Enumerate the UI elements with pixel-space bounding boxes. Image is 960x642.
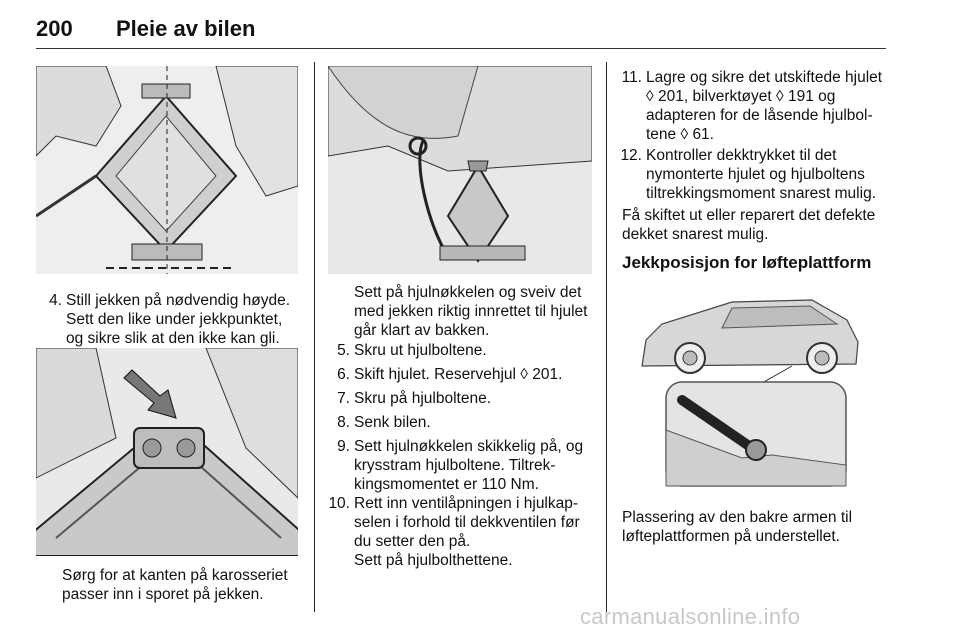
defective-tyre-note: Få skiftet ut eller reparert det defekte dekket snarest mulig. [622, 207, 876, 243]
chapter-title: Pleie av bilen [116, 16, 256, 41]
column-divider-1 [314, 62, 315, 612]
lift-platform-caption: Plassering av den bakre armen til løfteplattformen på understellet. [622, 509, 853, 545]
section-heading-lift-platform: Jekkposisjon for løfteplattform [622, 253, 872, 272]
jack-groove-closeup-illustration [36, 348, 298, 556]
crank-instruction: Sett på hjulnøkkelen og sveiv det med jekken riktig innrettet til hjulet går klart av bakken. [354, 284, 588, 339]
page-number: 200 [36, 16, 73, 41]
scissor-jack-under-car-illustration [36, 66, 298, 274]
wheel-wrench-crank-illustration [328, 66, 592, 274]
step-4-line-1: Still jekken på nødvendig høyde. [66, 292, 291, 309]
step-4-line-3: og sikre slik at den ikke kan gli. [66, 330, 280, 347]
hubcap-instruction: Sett på hjulbolthettene. [354, 552, 513, 569]
watermark: carmanualsonline.info [580, 604, 801, 629]
jack-groove-caption: Sørg for at kanten på karosseriet passer inn i sporet på jekken. [62, 567, 288, 603]
step-4-line-2: Sett den like under jekkpunktet, [66, 311, 283, 328]
lift-platform-position-illustration [622, 280, 886, 488]
column-divider-2 [606, 62, 607, 612]
page-header [36, 14, 886, 49]
